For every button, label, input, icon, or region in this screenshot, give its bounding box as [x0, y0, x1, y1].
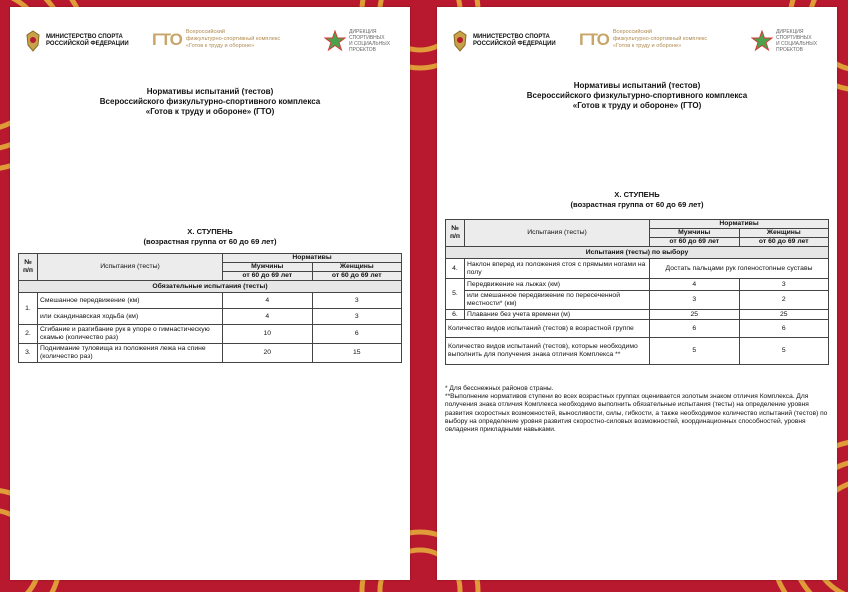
emblem-icon — [24, 29, 42, 53]
col-norms: Нормативы — [650, 220, 829, 229]
gto-logo — [579, 29, 707, 50]
age-men: от 60 до 69 лет — [650, 238, 740, 247]
gto-logo — [152, 29, 280, 50]
col-tests: Испытания (тесты) — [38, 254, 223, 281]
doc-title: Нормативы испытаний (тестов) Всероссийского физкультурно-спортивного комплекса «Готов к труду и обороне» (ГТО) — [526, 81, 748, 110]
gto-name: Всероссийский физкультурно-спортивный комплекс «Готов к труду и обороне» — [185, 29, 281, 49]
star-icon — [324, 30, 346, 52]
table-row: 6. Плавание без учета времени (м) 25 25 — [446, 310, 829, 320]
col-men: Мужчины — [223, 263, 313, 272]
directorate-name: ДИРЕКЦИЯ СПОРТИВНЫХ И СОЦИАЛЬНЫХ ПРОЕКТОВ — [776, 29, 818, 53]
gto-mark: ГТО — [152, 29, 182, 49]
table-row: или скандинавская ходьба (км) 4 3 — [19, 309, 402, 325]
norms-table-2 — [445, 219, 829, 365]
footnotes — [445, 385, 829, 434]
footnote-2: **Выполнение нормативов ступени во всех возрастных группах оценивается золотым знаком отличия Комплекса. Для получения знака отличия Комплекса необходимо выполнить обязательные испытания (тесты) на определение уровня развития скоростных возможностей, выносливости, силы, гибкости, а также необходимое количество испытаний (тестов) по выбору на определение уровня развития скоростно-силовых возможностей, координационных способностей, уровня овладения прикладными навыками. — [445, 393, 828, 434]
directorate-logo — [751, 29, 817, 53]
directorate-logo — [324, 29, 390, 53]
table-row: 5. Передвижение на лыжах (км) 4 3 — [446, 279, 829, 291]
norms-table-1 — [18, 253, 402, 363]
doc-title: Нормативы испытаний (тестов) Всероссийского физкультурно-спортивного комплекса «Готов к труду и обороне» (ГТО) — [99, 87, 321, 116]
table-row: 3. Поднимание туловища из положения лежа на спине (количество раз) 20 15 — [19, 344, 402, 363]
header-logos — [24, 29, 400, 59]
footnote-1: * Для бесснежных районов страны. — [445, 385, 554, 392]
stage-title: X. СТУПЕНЬ (возрастная группа от 60 до 69 лет) — [143, 227, 277, 246]
stage-title: X. СТУПЕНЬ (возрастная группа от 60 до 69 лет) — [570, 190, 704, 209]
table-row: 1. Смешанное передвижение (км) 4 3 — [19, 293, 402, 309]
emblem-icon — [451, 29, 469, 53]
ministry-name: МИНИСТЕРСТВО СПОРТА РОССИЙСКОЙ ФЕДЕРАЦИИ — [46, 34, 129, 47]
directorate-name: ДИРЕКЦИЯ СПОРТИВНЫХ И СОЦИАЛЬНЫХ ПРОЕКТОВ — [349, 29, 391, 53]
col-men: Мужчины — [650, 229, 740, 238]
section-optional: Испытания (тесты) по выбору — [446, 247, 829, 259]
ministry-name: МИНИСТЕРСТВО СПОРТА РОССИЙСКОЙ ФЕДЕРАЦИИ — [473, 34, 556, 47]
document-page-1 — [10, 7, 410, 580]
table-row: 4. Наклон вперед из положения стоя с прямыми ногами на полу Достать пальцами рук голеностопные суставы — [446, 259, 829, 279]
col-norms: Нормативы — [223, 254, 402, 263]
age-women: от 60 до 69 лет — [739, 238, 829, 247]
gto-name: Всероссийский физкультурно-спортивный комплекс «Готов к труду и обороне» — [612, 29, 708, 49]
ministry-logo — [451, 29, 556, 53]
section-mandatory: Обязательные испытания (тесты) — [19, 281, 402, 293]
age-women: от 60 до 69 лет — [312, 272, 402, 281]
age-men: от 60 до 69 лет — [223, 272, 313, 281]
col-women: Женщины — [739, 229, 829, 238]
col-women: Женщины — [312, 263, 402, 272]
star-icon — [751, 30, 773, 52]
table-row: 2. Сгибание и разгибание рук в упоре о гимнастическую скамью (количество раз) 10 6 — [19, 325, 402, 344]
header-logos — [451, 29, 827, 59]
table-row: Количество видов испытаний (тестов), которые необходимо выполнить для получения знака отличия Комплекса ** 5 5 — [446, 338, 829, 365]
ministry-logo — [24, 29, 129, 53]
table-row: Количество видов испытаний (тестов) в возрастной группе 6 6 — [446, 320, 829, 338]
col-num: № п/п — [446, 220, 465, 247]
gto-mark: ГТО — [579, 29, 609, 49]
col-tests: Испытания (тесты) — [465, 220, 650, 247]
col-num: № п/п — [19, 254, 38, 281]
table-row: или смешанное передвижение по пересеченной местности* (км) 3 2 — [446, 291, 829, 310]
document-page-2 — [437, 7, 837, 580]
